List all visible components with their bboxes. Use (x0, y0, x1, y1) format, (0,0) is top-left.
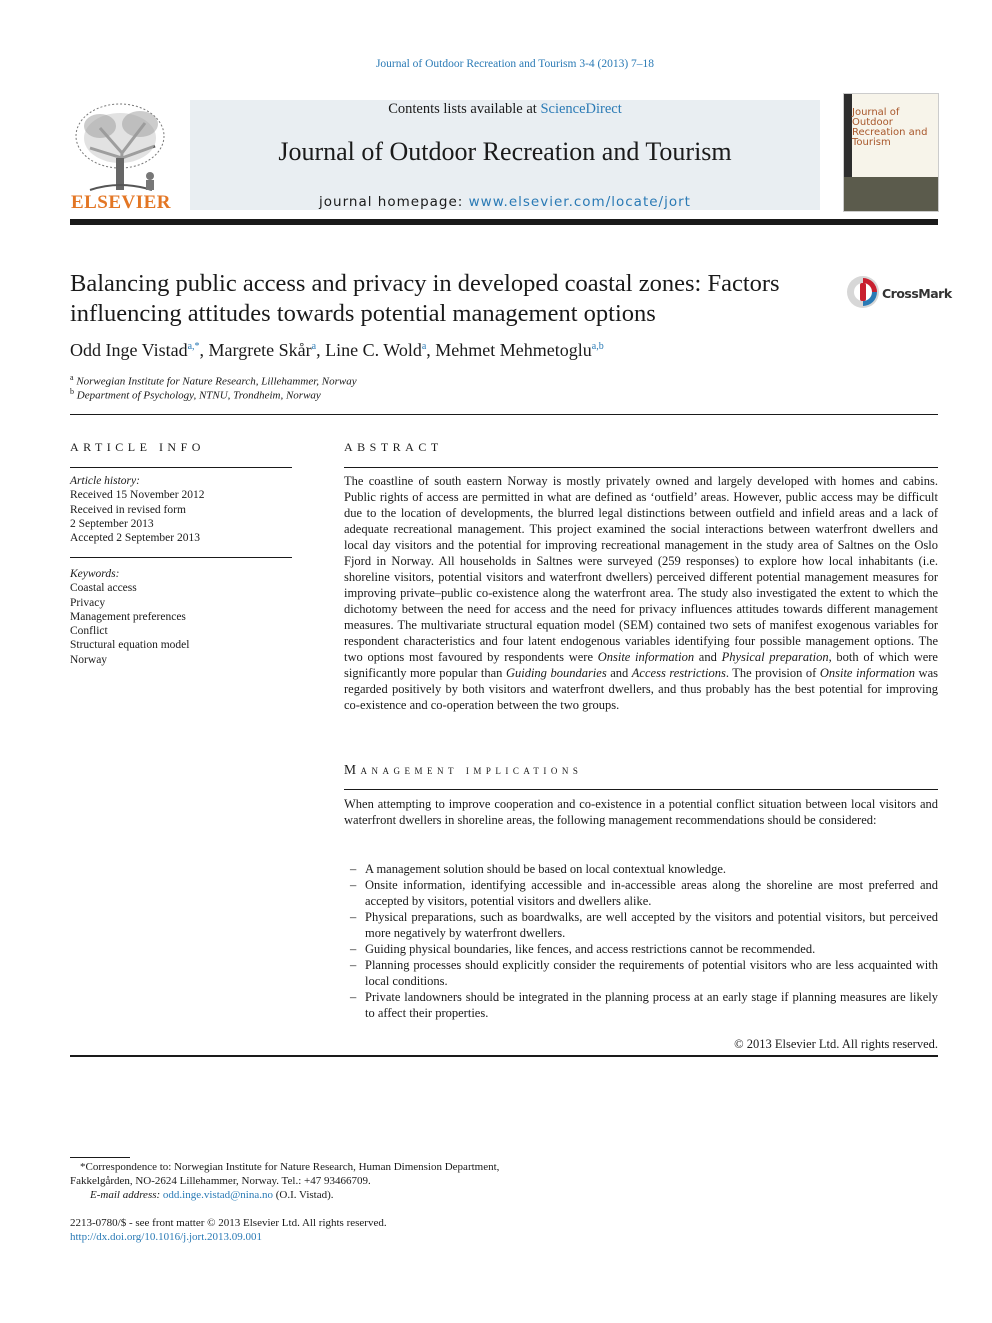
affiliation-text: Department of Psychology, NTNU, Trondheim, Norway (76, 389, 321, 402)
abstract-body: The coastline of south eastern Norway is mostly privately owned and largely developed with homes and cabins. Public rights of access are permitted in what are defined as ‘outfield’ areas. However, public access may be difficult due to the location of developments, the blurred legal distinctions between outfield and infield areas and a lack of adequate recreational management. This project examined the social interactions between waterfront dwellers and local day visitors and the potential for improving recreational management in the study area of Saltnes on the Oslo Fjord in Norway. All households in Saltnes were surveyed (259 responses) to explore how local inhabitants (i.e. shoreline visitors, potential visitors and waterfront dwellers) perceived different potential management measures for improving private–public co-existence along the waterfront area. The study also investigated the extent to which the dichotomy between the need for access and the need for privacy influences attitudes towards different management measures. The multivariate structural equation model (SEM) contained two sets of manifest exogenous variables for respondent characteristics and four latent endogenous variables identifying four possible management options. The two options most favoured by respondents were (344, 474, 938, 664)
author-affiliation-mark[interactable]: a,* (187, 341, 200, 352)
bullet-dash: – (350, 878, 357, 892)
bullet-dash: – (350, 990, 357, 1004)
email-label: E-mail address: (90, 1189, 163, 1201)
management-recommendations (344, 861, 938, 1021)
list-item-text: Guiding physical boundaries, like fences, and access restrictions cannot be recommended. (365, 942, 816, 956)
history-line: Received 15 November 2012 (70, 489, 205, 502)
list-item (344, 861, 938, 877)
list-item-text: Physical preparations, such as boardwalks, are well accepted by the visitors and potential visitors, but perceived more negatively by waterfront dwellers. (365, 910, 938, 940)
abstract-heading: ABSTRACT (344, 440, 443, 454)
article-info-heading: ARTICLE INFO (70, 440, 205, 454)
list-item (344, 877, 938, 909)
abstract-emphasis: Onsite information (597, 650, 695, 664)
author-list (70, 340, 938, 361)
bullet-dash: – (350, 942, 357, 956)
abstract-body: and (694, 650, 722, 664)
author-separator: , (426, 340, 436, 360)
list-item-text: Planning processes should explicitly consider the requirements of potential visitors who are less acquainted with local conditions. (365, 958, 938, 988)
abstract-emphasis: Guiding boundaries (505, 666, 607, 680)
keywords-divider (70, 557, 292, 558)
keyword: Management preferences (70, 610, 186, 623)
doi-link[interactable]: http://dx.doi.org/10.1016/j.jort.2013.09.001 (70, 1231, 262, 1243)
cover-photo (844, 177, 938, 211)
elsevier-wordmark: ELSEVIER (70, 192, 172, 213)
copyright-notice: © 2013 Elsevier Ltd. All rights reserved. (734, 1037, 938, 1051)
issn-line: 2213-0780/$ - see front matter © 2013 Elsevier Ltd. All rights reserved. (70, 1217, 387, 1229)
abstract-emphasis: Access restrictions (631, 666, 726, 680)
list-item (344, 957, 938, 989)
list-item-text: Onsite information, identifying accessible and in-accessible areas along the shoreline are most preferred and accepted by visitors, potential visitors and dwellers alike. (365, 878, 938, 908)
history-line: Received in revised form (70, 503, 186, 516)
author-name[interactable]: Mehmet Mehmetoglu (435, 340, 592, 360)
management-divider (344, 789, 938, 790)
email-link[interactable]: odd.inge.vistad@nina.no (162, 1189, 273, 1201)
sciencedirect-link[interactable]: ScienceDirect (540, 101, 622, 117)
journal-name: Journal of Outdoor Recreation and Tourism (278, 137, 732, 166)
abstract-emphasis: Onsite information (819, 666, 916, 680)
keyword: Coastal access (70, 582, 137, 595)
keyword: Conflict (70, 625, 108, 638)
abstract-body: , both of which were significantly more popular than (344, 650, 938, 680)
affiliation-b (70, 387, 321, 402)
crossmark-label[interactable]: CrossMark (882, 286, 952, 301)
footnote-divider (70, 1157, 130, 1158)
keywords-label: Keywords: (70, 568, 120, 580)
affiliation-text: Norwegian Institute for Nature Research, Lillehammer, Norway (76, 375, 357, 388)
author-affiliation-mark[interactable]: a,b (591, 341, 604, 352)
journal-cover-thumbnail[interactable] (843, 93, 939, 212)
homepage-line (190, 194, 820, 210)
author-affiliation-mark[interactable]: a (311, 341, 317, 352)
author-separator: , (199, 340, 209, 360)
article-title: Balancing public access and privacy in developed coastal zones: Factors influencing attitudes towards potential management options (70, 270, 780, 327)
footnote-text: Correspondence to: Norwegian Institute for Nature Research, Human Dimension Department, Fakkelgården, NO-2624 Lillehammer, Norway. Tel.: +47 93466709. (70, 1161, 500, 1187)
keyword: Structural equation model (70, 639, 190, 652)
abstract-body: . The provision of (725, 666, 820, 680)
contents-line (190, 101, 820, 118)
list-item-text: A management solution should be based on local contextual knowledge. (365, 862, 727, 876)
abstract-body: was regarded positively by both visitors and waterfront dwellers, and thus probably has the best potential for improving co-existence and co-operation between the two groups. (344, 666, 938, 712)
author-separator: , (316, 340, 326, 360)
contents-prefix: Contents lists available at (388, 101, 541, 117)
affiliation-label: b (70, 387, 74, 396)
abstract-divider (344, 467, 938, 468)
cover-title: Journal of Outdoor Recreation and Tourism (852, 107, 928, 148)
abstract-end-divider (70, 1055, 938, 1057)
title-divider (70, 414, 938, 415)
bullet-dash: – (350, 862, 357, 876)
history-line: 2 September 2013 (70, 517, 154, 530)
email-suffix: (O.I. Vistad). (272, 1189, 334, 1201)
bullet-dash: – (350, 958, 357, 972)
keywords-block (70, 567, 292, 667)
issn-block (70, 1216, 570, 1244)
author-affiliation-mark[interactable]: a (421, 341, 427, 352)
author-name[interactable]: Odd Inge Vistad (70, 340, 188, 360)
management-intro: When attempting to improve cooperation and co-existence in a potential conflict situation between local visitors and waterfront dwellers in shoreline areas, the following management recommendations should be considered: (344, 797, 938, 827)
article-info-divider (70, 467, 292, 468)
author-name[interactable]: Line C. Wold (325, 340, 422, 360)
list-item (344, 909, 938, 941)
header-divider (70, 219, 938, 225)
homepage-prefix: journal homepage: (319, 194, 469, 210)
footnote-star: * (80, 1161, 86, 1173)
history-line: Accepted 2 September 2013 (70, 532, 200, 545)
keyword: Norway (70, 653, 108, 666)
abstract-text (344, 473, 938, 713)
abstract-body: and (606, 666, 632, 680)
affiliation-a (70, 373, 357, 388)
list-item-text: Private landowners should be integrated in the planning process at an early stage if planning measures are likely to affect their properties. (365, 990, 938, 1020)
management-implications-heading: Management implications (344, 762, 583, 777)
bullet-dash: – (350, 910, 357, 924)
correspondence-footnote (70, 1160, 510, 1202)
list-item (344, 989, 938, 1021)
journal-citation[interactable]: Journal of Outdoor Recreation and Tourism 3-4 (2013) 7–18 (375, 58, 655, 70)
homepage-link[interactable]: www.elsevier.com/locate/jort (468, 194, 691, 210)
abstract-emphasis: Physical preparation (721, 650, 829, 664)
author-name[interactable]: Margrete Skår (208, 340, 312, 360)
article-history (70, 474, 292, 545)
affiliation-label: a (70, 373, 74, 382)
history-label: Article history: (70, 475, 140, 487)
keyword: Privacy (70, 596, 106, 609)
list-item (344, 941, 938, 957)
